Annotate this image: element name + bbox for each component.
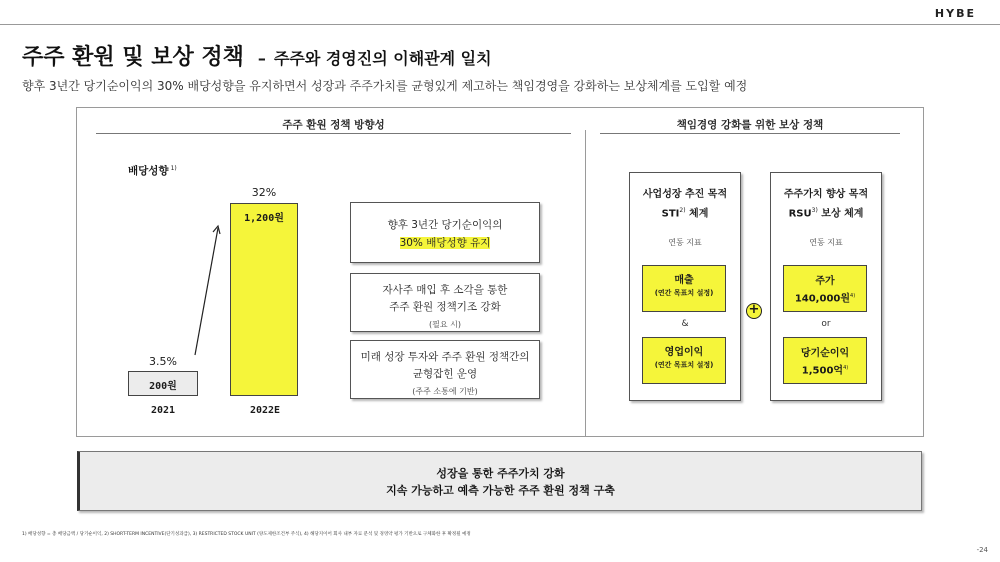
sti-plan-card <box>629 172 741 401</box>
bar-2021 <box>128 371 198 396</box>
sti-title-pre: STI <box>661 208 680 220</box>
summary-banner <box>77 451 922 511</box>
header-divider <box>0 24 1000 25</box>
rsu-metric2-value: 1,500억 <box>801 365 844 377</box>
rsu-title-sup: 3) <box>811 207 818 214</box>
sti-title-sup: 2) <box>679 207 686 214</box>
policy-2-line2: 주주 환원 정책기조 강화 <box>389 301 501 313</box>
payout-ratio-2021: 3.5% <box>149 355 177 368</box>
x-tick-2021: 2021 <box>150 405 176 416</box>
bar-value-2022: 1,200원 <box>244 213 284 224</box>
rsu-title-pre: RSU <box>788 208 812 220</box>
sti-kpi-label: 연동 지표 <box>668 238 702 247</box>
sti-metric1: 매출 <box>674 275 694 286</box>
section-divider <box>585 130 586 437</box>
banner-line2: 지속 가능하고 예측 가능한 주주 환원 정책 구축 <box>386 484 615 497</box>
policy-3-note: (주주 소통에 기반) <box>412 387 478 396</box>
footnote: 1) 배당성향 = 총 배당금액 / 당기순이익, 2) SHORT-TERM INCENTIVE(단기성과급), 3) RESTRICTED STOCK UNIT (양도제한조건부 주식), 4) 해당지이어 회사 내부 자료 분석 및 경영약 평가 기반으로 구체화한 후 확정될 예정 <box>22 532 471 537</box>
x-tick-2022: 2022E <box>249 405 281 416</box>
policy-3-line2: 균형잡힌 운영 <box>412 368 478 380</box>
rsu-metric2-sup: 4) <box>843 365 849 371</box>
chart-ylabel-text: 배당성향 <box>128 165 169 177</box>
page-title-sub: 주주와 경영진의 이해관계 일치 <box>273 49 492 68</box>
rsu-title-post: 보상 체계 <box>817 208 864 220</box>
rsu-metric-net-income <box>783 337 867 384</box>
rsu-title-line1: 주주가치 향상 목적 <box>783 189 869 200</box>
title-dash: – <box>257 49 266 68</box>
company-logo: HYBE <box>934 7 976 20</box>
rsu-metric2: 당기순이익 <box>800 348 850 359</box>
rsu-plan-title <box>771 187 881 222</box>
chart-ylabel <box>128 163 177 178</box>
page-title <box>22 40 492 71</box>
sti-metric-revenue <box>642 265 726 312</box>
sti-plan-title <box>630 187 740 222</box>
policy-3-line1: 미래 성장 투자와 주주 환원 정책간의 <box>360 351 530 363</box>
policy-2-line1: 자사주 매입 후 소각을 통한 <box>382 284 508 296</box>
policy-2-note: (필요 시) <box>429 320 461 329</box>
page-number: -24 <box>976 546 988 554</box>
rsu-plan-card <box>770 172 882 401</box>
sti-title-line1: 사업성장 추진 목적 <box>642 189 728 200</box>
chart-ylabel-note: 1) <box>170 164 177 172</box>
rsu-connector: or <box>821 319 831 329</box>
policy-1-line1: 향후 3년간 당기순이익의 <box>387 219 503 231</box>
left-heading-underline <box>96 133 571 134</box>
plus-icon: + <box>746 303 762 319</box>
rsu-metric-share-price <box>783 265 867 312</box>
sti-metric2-note: (연간 목표치 설정) <box>654 361 714 369</box>
policy-box-balance <box>350 340 540 399</box>
growth-arrow-icon <box>185 222 225 362</box>
rsu-metric1-sup: 4) <box>850 293 856 299</box>
sti-metric2: 영업이익 <box>664 347 704 358</box>
left-section-heading: 주주 환원 정책 방향성 <box>282 119 385 131</box>
payout-ratio-2022: 32% <box>251 186 277 199</box>
right-heading-underline <box>600 133 900 134</box>
policy-1-highlight-wrap <box>351 235 539 250</box>
sti-connector: & <box>681 319 689 329</box>
sti-metric1-note: (연간 목표치 설정) <box>654 289 714 297</box>
banner-line1: 성장을 통한 주주가치 강화 <box>436 467 565 480</box>
rsu-metric1-value: 140,000원 <box>794 293 851 305</box>
page-subtitle: 향후 3년간 당기순이익의 30% 배당성향을 유지하면서 성장과 주주가치를 균형있게 제고하는 책임경영을 강화하는 보상체계를 도입할 예정 <box>22 79 748 93</box>
policy-box-buyback <box>350 273 540 332</box>
sti-title-post: 체계 <box>685 208 709 220</box>
right-section-heading: 책임경영 강화를 위한 보상 정책 <box>676 119 824 131</box>
policy-box-dividend <box>350 202 540 263</box>
rsu-kpi-label: 연동 지표 <box>809 238 843 247</box>
policy-1-highlight: 30% 배당성향 유지 <box>399 237 491 249</box>
bar-2022 <box>230 203 298 396</box>
bar-value-2021: 200원 <box>149 381 177 392</box>
rsu-metric1: 주가 <box>815 276 835 287</box>
page-title-main: 주주 환원 및 보상 정책 <box>22 45 244 70</box>
sti-metric-operating-income <box>642 337 726 384</box>
